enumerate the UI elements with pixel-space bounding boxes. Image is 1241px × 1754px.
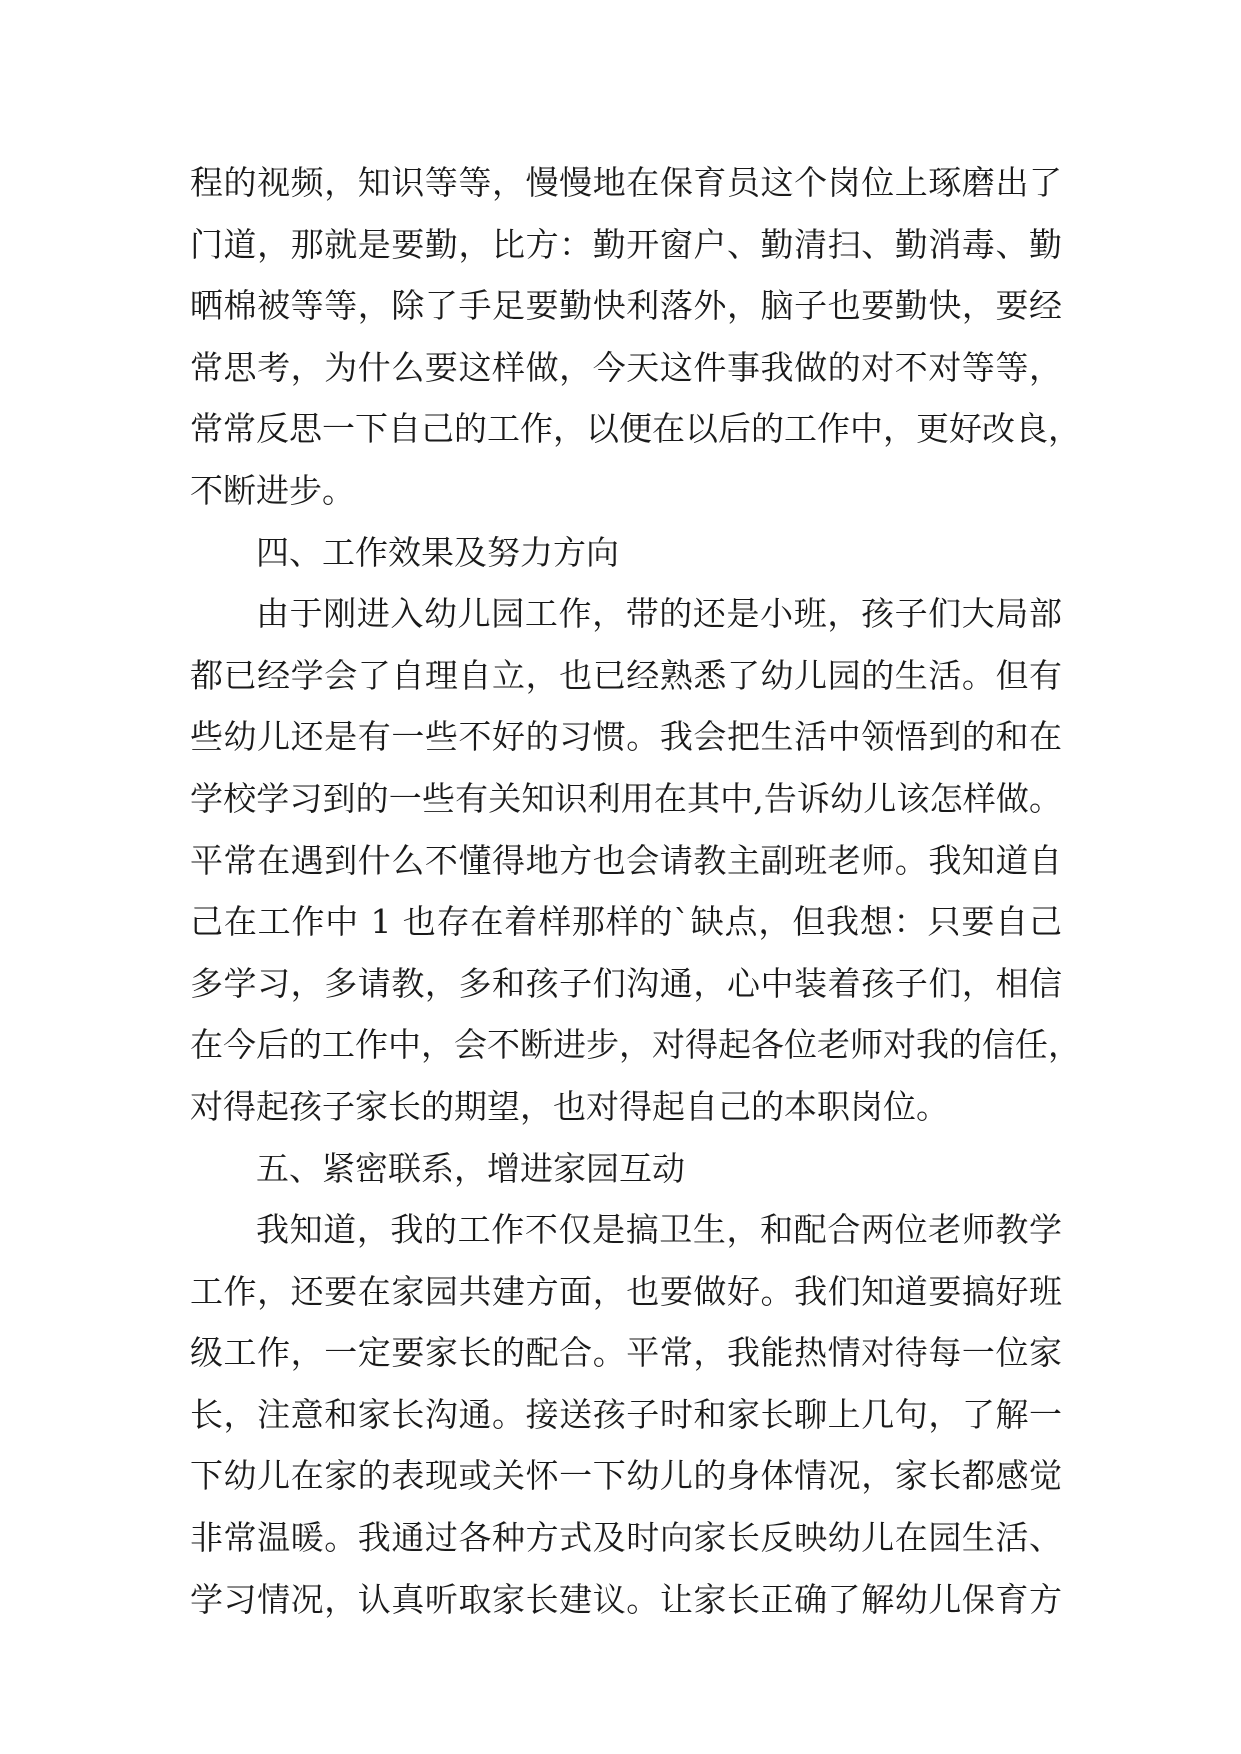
text-line: 非常温暖。我通过各种方式及时向家长反映幼儿在园生活、 — [190, 1518, 1062, 1558]
text-line: 不断进步。 — [190, 470, 355, 510]
text-line: 常思考，为什么要这样做，今天这件事我做的对不对等等， — [190, 347, 1062, 387]
text-line: 长，注意和家长沟通。接送孩子时和家长聊上几句，了解一 — [190, 1394, 1062, 1434]
text-line: 门道，那就是要勤，比方：勤开窗户、勤清扫、勤消毒、勤 — [190, 224, 1062, 264]
text-line: 都已经学会了自理自立，也已经熟悉了幼儿园的生活。但有 — [190, 655, 1062, 695]
section-heading: 五、紧密联系，增进家园互动 — [256, 1148, 685, 1188]
section-heading: 四、工作效果及努力方向 — [256, 532, 619, 572]
text-line: 晒棉被等等，除了手足要勤快利落外，脑子也要勤快，要经 — [190, 286, 1062, 326]
text-line: 在今后的工作中，会不断进步，对得起各位老师对我的信任， — [190, 1025, 1081, 1065]
text-line: 由于刚进入幼儿园工作，带的还是小班，孩子们大局部 — [256, 594, 1062, 634]
text-line: 学校学习到的一些有关知识利用在其中,告诉幼儿该怎样做。 — [190, 778, 1062, 818]
text-line: 程的视频，知识等等，慢慢地在保育员这个岗位上琢磨出了 — [190, 163, 1062, 202]
text-line: 己在工作中 1 也存在着样那样的`缺点，但我想：只要自己 — [190, 902, 1062, 942]
text-line: 级工作，一定要家长的配合。平常，我能热情对待每一位家 — [190, 1333, 1062, 1373]
text-line: 对得起孩子家长的期望，也对得起自己的本职岗位。 — [190, 1086, 949, 1126]
text-line: 下幼儿在家的表现或关怀一下幼儿的身体情况，家长都感觉 — [190, 1456, 1062, 1496]
text-line: 常常反思一下自己的工作，以便在以后的工作中，更好改良， — [190, 409, 1081, 449]
text-line: 工作，还要在家园共建方面，也要做好。我们知道要搞好班 — [190, 1271, 1062, 1311]
text-line: 些幼儿还是有一些不好的习惯。我会把生活中领悟到的和在 — [190, 717, 1062, 757]
text-line: 平常在遇到什么不懂得地方也会请教主副班老师。我知道自 — [190, 840, 1062, 880]
document-body — [190, 152, 1081, 1630]
text-line: 多学习，多请教，多和孩子们沟通，心中装着孩子们，相信 — [190, 963, 1062, 1003]
text-line: 我知道，我的工作不仅是搞卫生，和配合两位老师教学 — [256, 1210, 1062, 1250]
text-line: 学习情况，认真听取家长建议。让家长正确了解幼儿保育方 — [190, 1579, 1062, 1619]
